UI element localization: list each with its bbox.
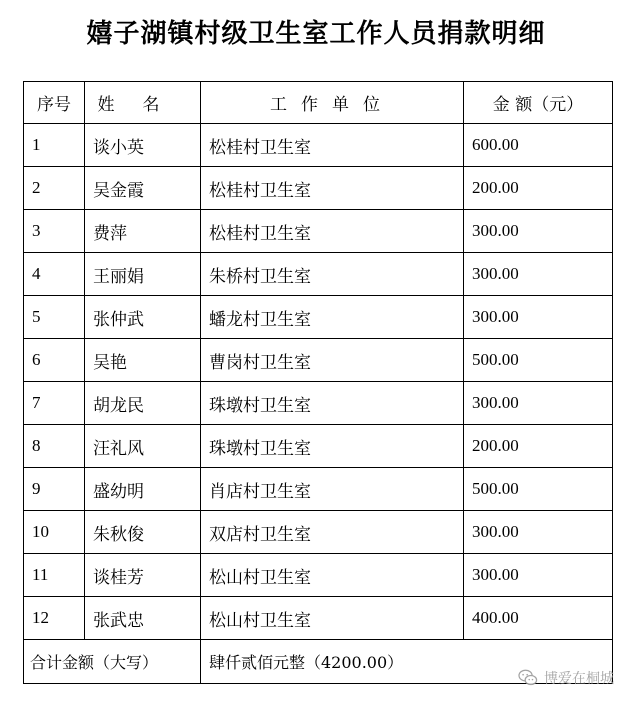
row-unit: 曹岗村卫生室: [201, 339, 464, 382]
row-amount: 200.00: [464, 167, 613, 210]
document-title: 嬉子湖镇村级卫生室工作人员捐款明细: [86, 19, 546, 49]
row-unit: 松桂村卫生室: [201, 210, 464, 253]
row-seq: 1: [24, 124, 85, 167]
row-seq: 4: [24, 253, 85, 296]
row-amount: 400.00: [464, 597, 613, 640]
table-row: [24, 210, 613, 253]
row-name: 吴艳: [85, 339, 201, 382]
table-row: [24, 253, 613, 296]
row-unit: 松桂村卫生室: [201, 167, 464, 210]
row-unit: 珠墩村卫生室: [201, 382, 464, 425]
total-value: 肆仟贰佰元整（4200.00）: [201, 640, 613, 684]
table-row: [24, 167, 613, 210]
row-unit: 肖店村卫生室: [201, 468, 464, 511]
row-amount: 500.00: [464, 339, 613, 382]
row-seq: 5: [24, 296, 85, 339]
table-body: [24, 124, 613, 640]
row-amount: 300.00: [464, 554, 613, 597]
header-amount: 金 额（元）: [464, 82, 613, 124]
table-row: [24, 425, 613, 468]
row-name: 朱秋俊: [85, 511, 201, 554]
table-row: [24, 124, 613, 167]
watermark-text: 博爱在桐城: [544, 671, 614, 687]
row-amount: 500.00: [464, 468, 613, 511]
row-amount: 300.00: [464, 253, 613, 296]
wechat-icon: [518, 669, 538, 687]
row-amount: 300.00: [464, 382, 613, 425]
row-name: 盛幼明: [85, 468, 201, 511]
table-row: [24, 296, 613, 339]
row-name: 张仲武: [85, 296, 201, 339]
watermark: [518, 668, 614, 688]
row-name: 费萍: [85, 210, 201, 253]
row-unit: 珠墩村卫生室: [201, 425, 464, 468]
row-seq: 6: [24, 339, 85, 382]
row-name: 王丽娟: [85, 253, 201, 296]
table-row: [24, 511, 613, 554]
table-row: [24, 554, 613, 597]
total-label: 合计金额（大写）: [24, 640, 201, 684]
row-seq: 11: [24, 554, 85, 597]
row-name: 吴金霞: [85, 167, 201, 210]
row-unit: 松桂村卫生室: [201, 124, 464, 167]
table-row: [24, 382, 613, 425]
row-seq: 12: [24, 597, 85, 640]
row-unit: 双店村卫生室: [201, 511, 464, 554]
row-amount: 300.00: [464, 296, 613, 339]
row-name: 谈桂芳: [85, 554, 201, 597]
row-amount: 200.00: [464, 425, 613, 468]
row-unit: 松山村卫生室: [201, 554, 464, 597]
row-name: 胡龙民: [85, 382, 201, 425]
donation-table: [23, 81, 613, 684]
row-seq: 2: [24, 167, 85, 210]
table-row: [24, 597, 613, 640]
row-name: 谈小英: [85, 124, 201, 167]
row-amount: 600.00: [464, 124, 613, 167]
row-unit: 蟠龙村卫生室: [201, 296, 464, 339]
header-name: 姓名: [85, 82, 201, 124]
table-row: [24, 468, 613, 511]
header-unit: 工作单位: [201, 82, 464, 124]
row-amount: 300.00: [464, 511, 613, 554]
row-seq: 8: [24, 425, 85, 468]
row-unit: 松山村卫生室: [201, 597, 464, 640]
header-seq: 序号: [24, 82, 85, 124]
table-header-row: [24, 82, 613, 124]
row-name: 汪礼风: [85, 425, 201, 468]
row-seq: 3: [24, 210, 85, 253]
row-amount: 300.00: [464, 210, 613, 253]
row-name: 张武忠: [85, 597, 201, 640]
row-unit: 朱桥村卫生室: [201, 253, 464, 296]
table-row: [24, 339, 613, 382]
row-seq: 7: [24, 382, 85, 425]
row-seq: 9: [24, 468, 85, 511]
row-seq: 10: [24, 511, 85, 554]
